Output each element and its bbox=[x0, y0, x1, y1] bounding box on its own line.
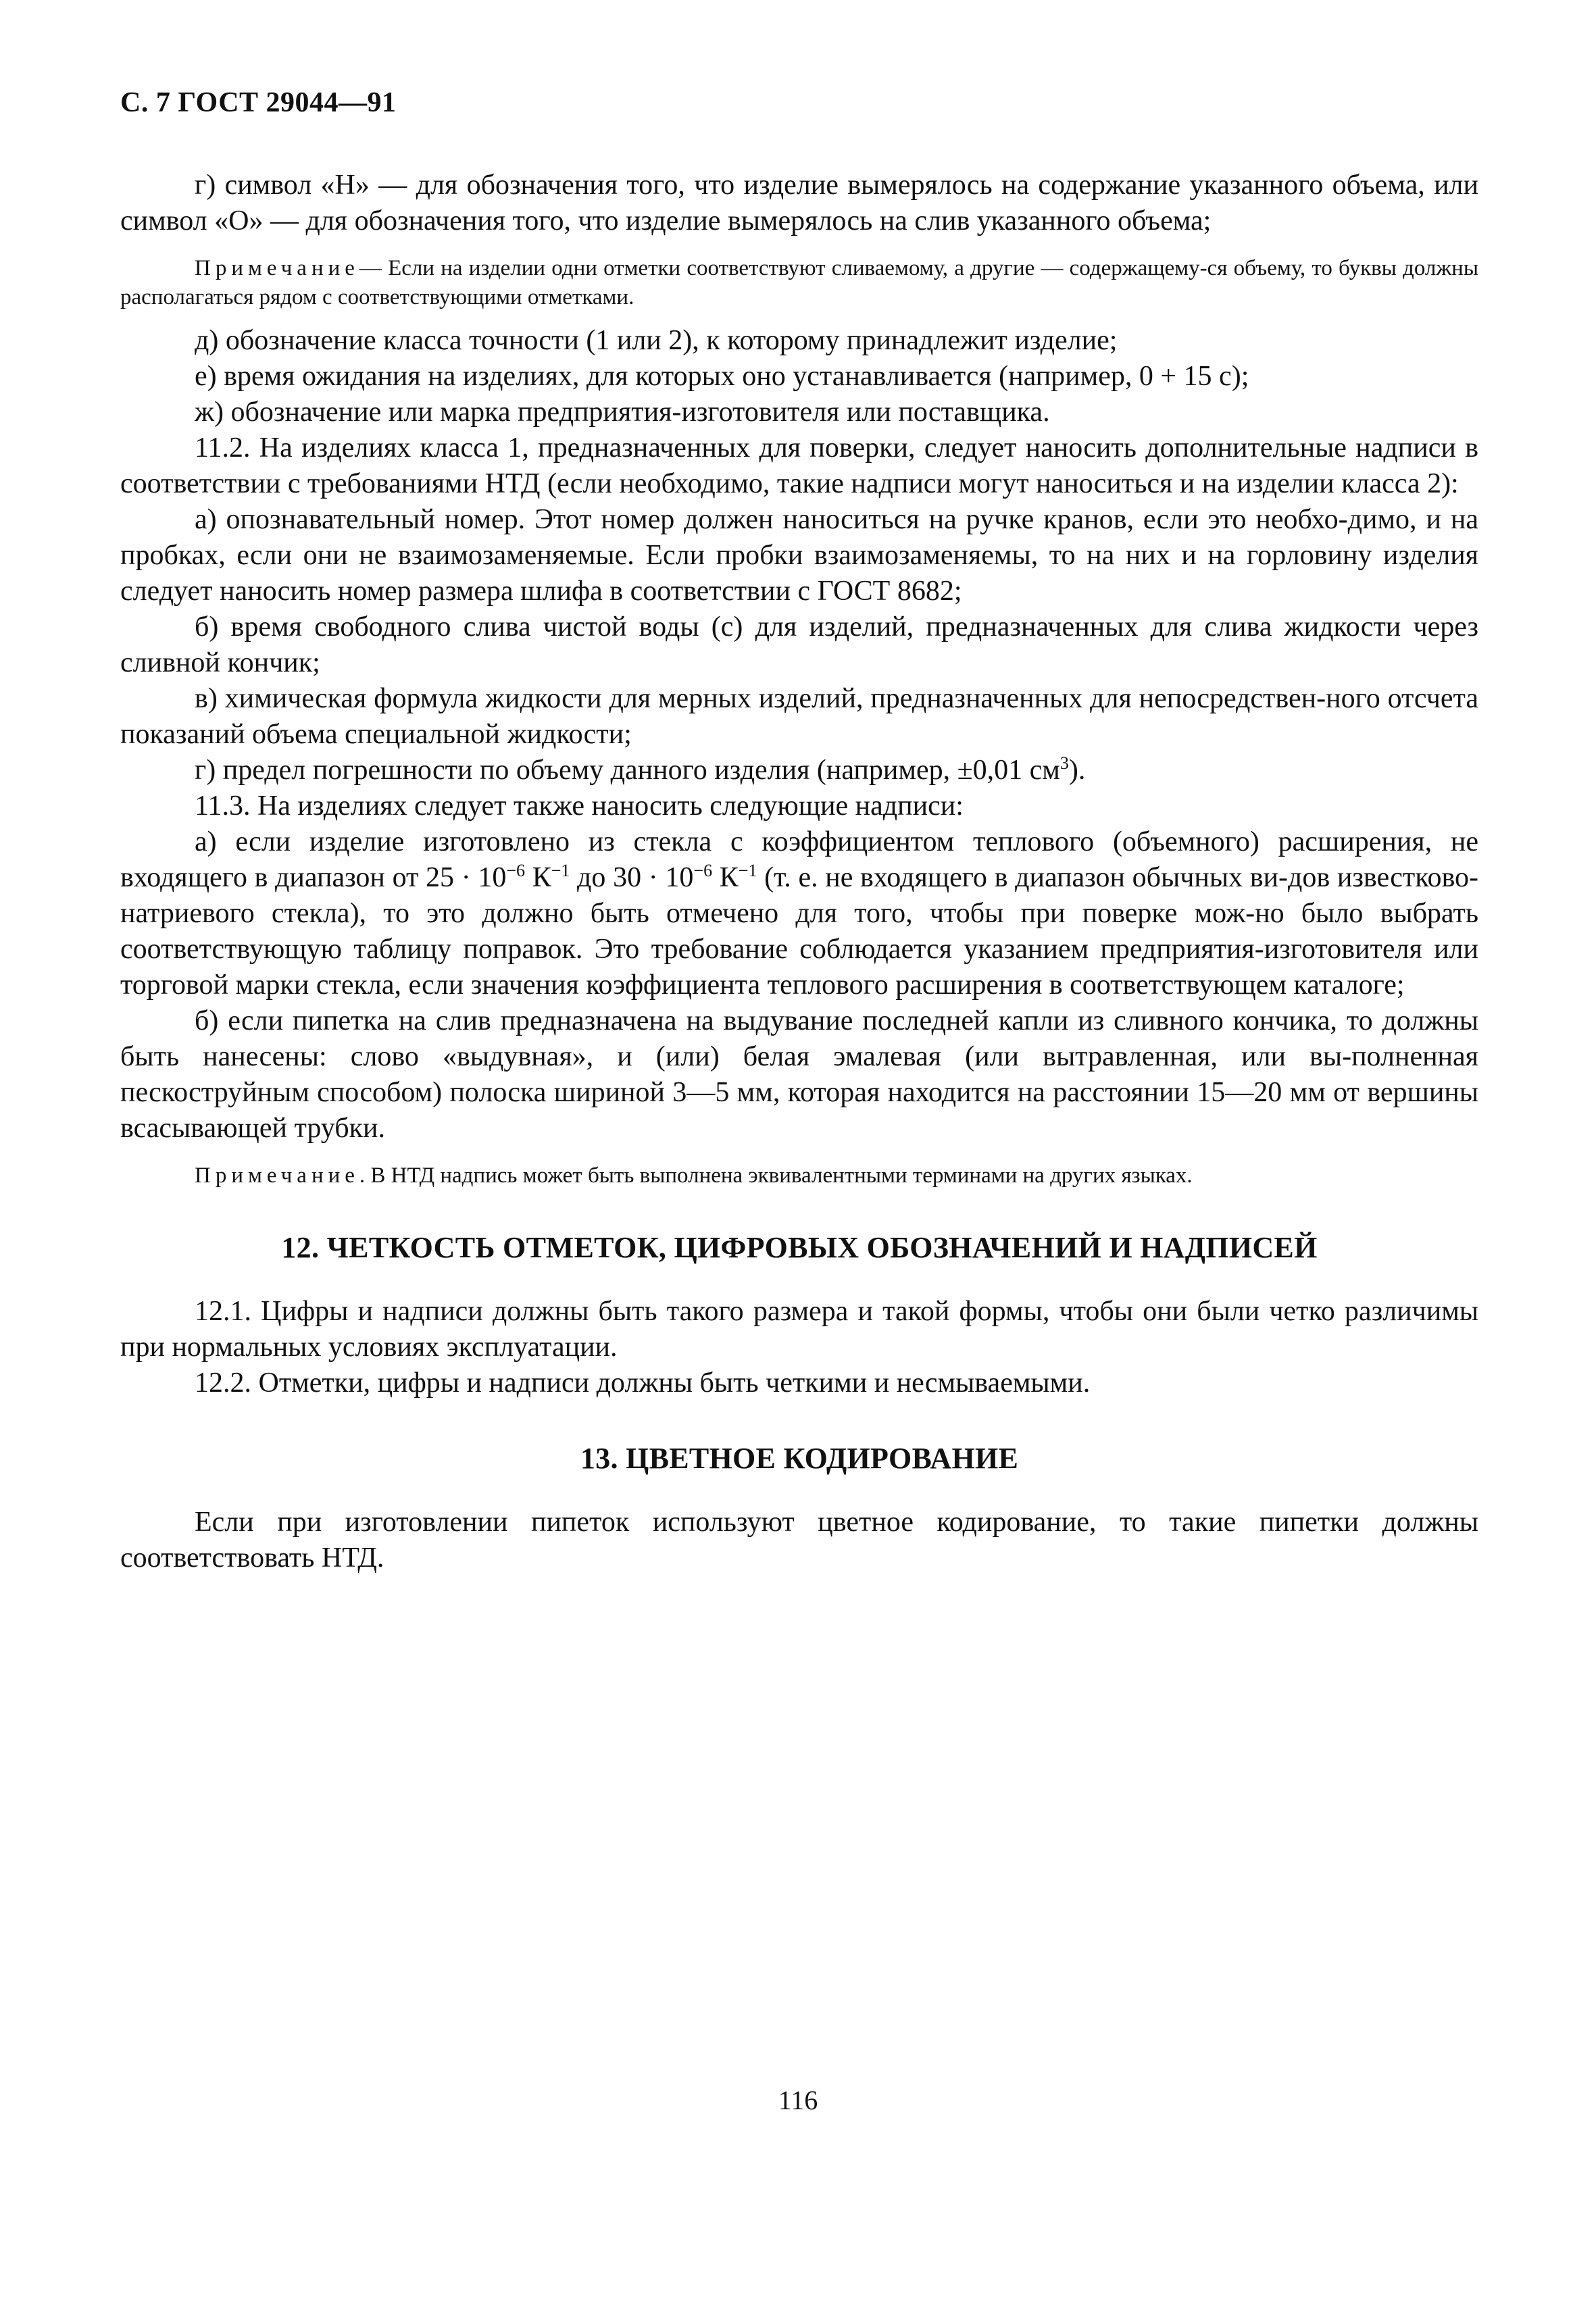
paragraph-v-formula: в) химическая формула жидкости для мерных изделий, предназначенных для непосредствен-ного отсчета показаний объема специальной жидкости; bbox=[120, 683, 1478, 750]
page-number: 116 bbox=[778, 2085, 818, 2115]
section-12-title: 12. ЧЕТКОСТЬ ОТМЕТОК, ЦИФРОВЫХ ОБОЗНАЧЕНИЙ И НАДПИСЕЙ bbox=[281, 1231, 1318, 1264]
paragraph-g-symbol: г) символ «Н» — для обозначения того, что изделие вымерялось на содержание указанного объема, или символ «О» — для обозначения того, что изделие вымерялось на слив указанного объема; bbox=[120, 170, 1478, 236]
paragraph-11-3: 11.3. На изделиях следует также наносить следующие надписи: bbox=[195, 790, 964, 822]
paragraph-12-1: 12.1. Цифры и надписи должны быть такого размера и такой формы, чтобы они были четко различимы при нормальных условиях эксплуатации. bbox=[120, 1296, 1478, 1363]
document-body bbox=[120, 168, 1478, 1576]
paragraph-b-blowout: б) если пипетка на слив предназначена на выдувание последней капли из сливного кончика, то должны быть нанесены: слово «выдувная», и (или) белая эмалевая (или вытравленная, или вы-полненная пескоструйным способом) полоска шириной 3—5 мм, которая находится на расстоянии 15—20 мм от вершины всасывающей трубки. bbox=[120, 1005, 1478, 1144]
text-run: до 30 · 10 bbox=[570, 862, 694, 893]
paragraph-11-2: 11.2. На изделиях класса 1, предназначенных для поверки, следует наносить дополнительные надписи в соответствии с требованиями НТД (если необходимо, такие надписи могут наноситься и на изделии класса 2): bbox=[120, 432, 1478, 499]
note-1 bbox=[120, 254, 1478, 312]
paragraph-zh: ж) обозначение или марка предприятия-изготовителя или поставщика. bbox=[195, 397, 1050, 428]
text-run: а) если изделие изготовлено из стекла с коэффициентом теплового (объемного) расширения, не входящего в диапазон от 25 · 10 bbox=[120, 826, 1478, 893]
text-run: ). bbox=[1068, 755, 1086, 786]
superscript: −6 bbox=[506, 861, 526, 880]
superscript: −6 bbox=[693, 861, 713, 880]
paragraph-a-id-number: а) опознавательный номер. Этот номер должен наноситься на ручке кранов, если это необхо-димо, и на пробках, если они не взаимозаменяемые. Если пробки взаимозаменяемы, то на них и на горловину изделия следует наносить номер размера шлифа в соответствии с ГОСТ 8682; bbox=[120, 504, 1478, 607]
note-text: — Если на изделии одни отметки соответствуют сливаемому, а другие — содержащему-ся объему, то буквы должны располагаться рядом с соответствующими отметками. bbox=[120, 256, 1478, 309]
note-text: . В НТД надпись может быть выполнена эквивалентными терминами на других языках. bbox=[359, 1163, 1193, 1188]
text-run: К bbox=[525, 862, 551, 893]
superscript: 3 bbox=[1059, 753, 1069, 773]
note-label: Примечание bbox=[195, 1163, 359, 1188]
page-header: С. 7 ГОСТ 29044—91 bbox=[120, 87, 397, 118]
superscript: −1 bbox=[738, 861, 757, 880]
paragraph-12-2: 12.2. Отметки, цифры и надписи должны быть четкими и несмываемыми. bbox=[195, 1367, 1091, 1399]
paragraph-d: д) обозначение класса точности (1 или 2), к которому принадлежит изделие; bbox=[195, 325, 1118, 356]
paragraph-g-error-limit bbox=[120, 753, 1478, 788]
note-2 bbox=[120, 1161, 1478, 1190]
text-run: (т. е. не входящего в диапазон обычных ви-дов известково-натриевого стекла), то это должно быть отмечено для того, чтобы при поверке мож-но было выбрать соответствующую таблицу поправок. Это требование соблюдается указанием предприятия-изготовителя или торговой марки стекла, если значения коэффициента теплового расширения в соответствующем каталоге; bbox=[120, 862, 1479, 1001]
section-13-title: 13. ЦВЕТНОЕ КОДИРОВАНИЕ bbox=[580, 1442, 1019, 1475]
superscript: −1 bbox=[551, 861, 570, 880]
text-run: К bbox=[712, 862, 739, 893]
paragraph-a-glass-expansion bbox=[120, 824, 1478, 1003]
paragraph-b-flow-time: б) время свободного слива чистой воды (с) для изделий, предназначенных для слива жидкости через сливной кончик; bbox=[120, 611, 1478, 678]
note-label: Примечание bbox=[195, 256, 359, 280]
paragraph-e: е) время ожидания на изделиях, для которых оно устанавливается (например, 0 + 15 с); bbox=[195, 361, 1249, 392]
text-run: г) предел погрешности по объему данного изделия (например, ±0,01 см bbox=[195, 755, 1060, 786]
paragraph-13: Если при изготовлении пипеток используют цветное кодирование, то такие пипетки должны соответствовать НТД. bbox=[120, 1507, 1478, 1574]
